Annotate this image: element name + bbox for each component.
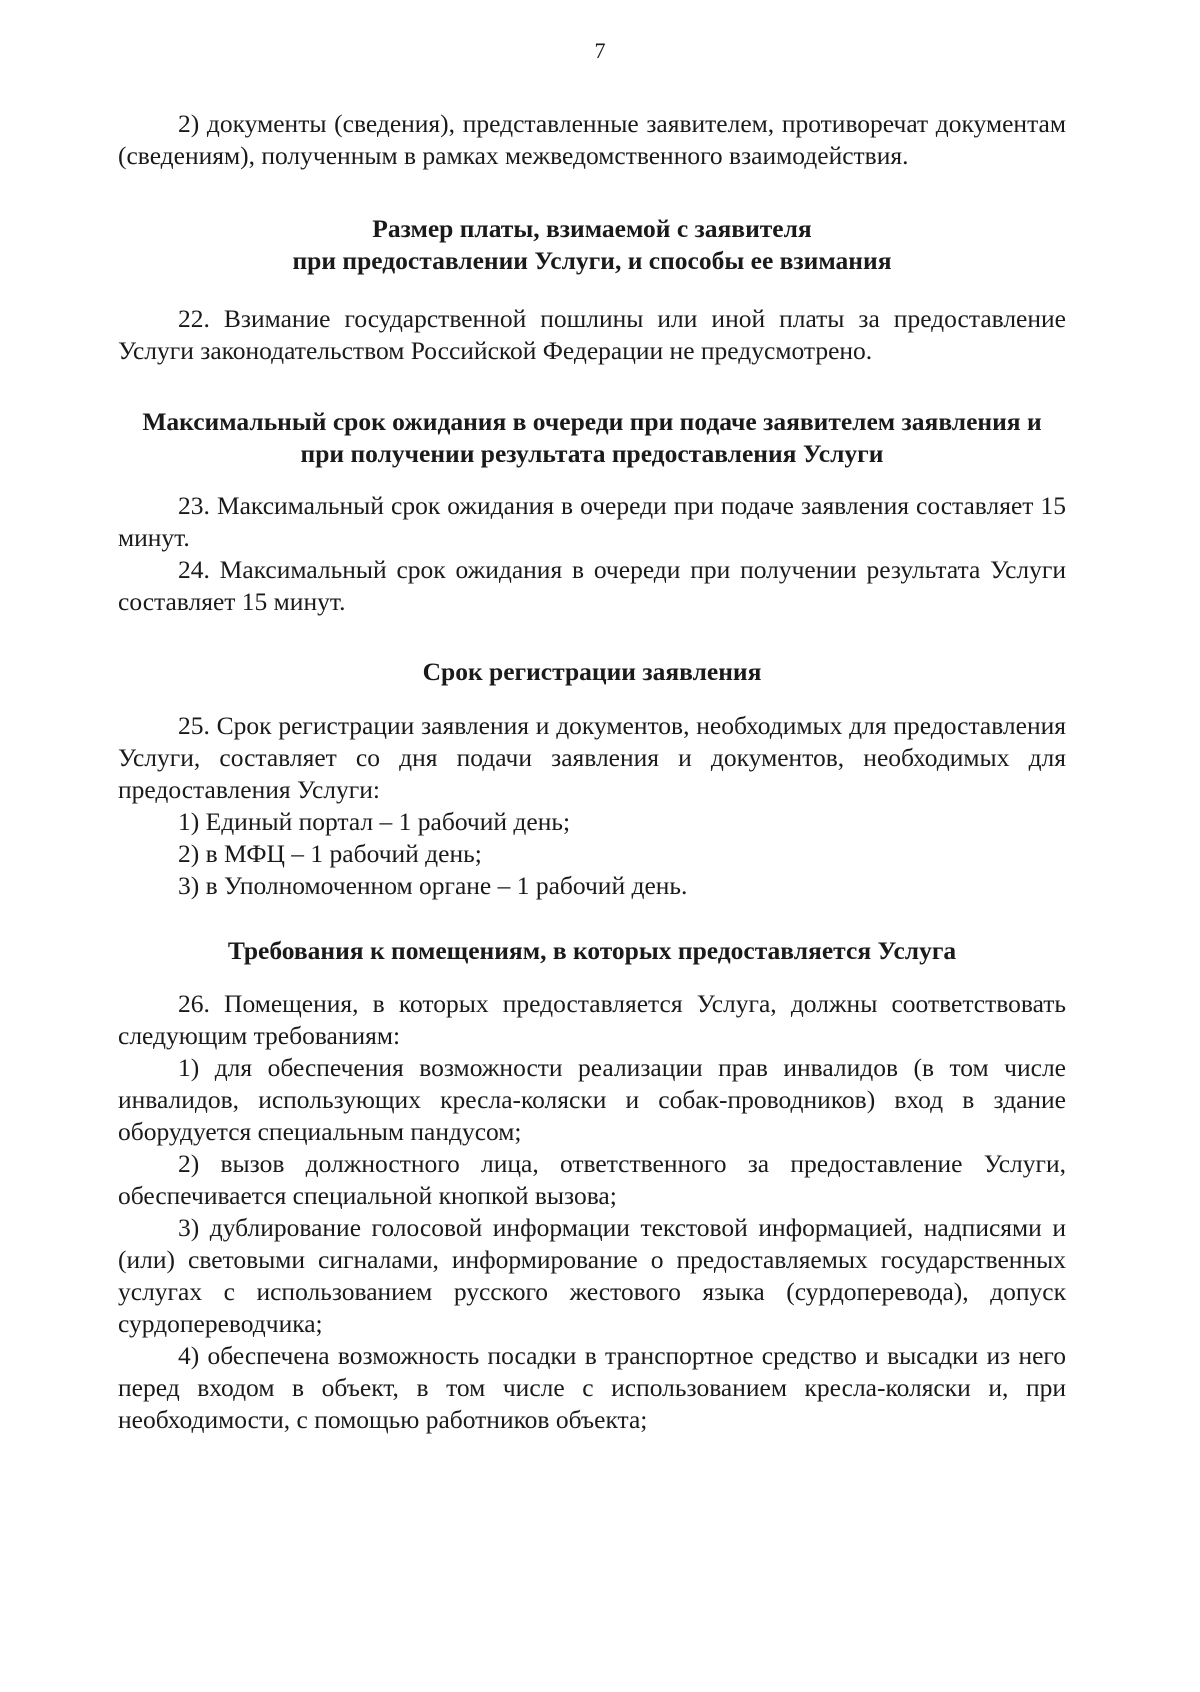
queue-section: [118, 406, 1066, 470]
registration-item-2: 2) в МФЦ – 1 рабочий день;: [178, 839, 482, 868]
registration-paragraphs: [118, 710, 1066, 902]
paragraph-22: 22. Взимание государственной пошлины или иной платы за предоставление Услуги законодательством Российской Федерации не предусмотрено.: [118, 304, 1066, 365]
premises-item-4: 4) обеспечена возможность посадки в транспортное средство и высадки из него перед входом в объект, в том числе с использованием кресла-коляски и, при необходимости, с помощью работников объекта;: [118, 1341, 1066, 1434]
fee-section: [118, 213, 1066, 277]
paragraph-25: 25. Срок регистрации заявления и документов, необходимых для предоставления Услуги, составляет со дня подачи заявления и документов, необходимых для предоставления Услуги:: [118, 711, 1066, 804]
premises-item-1: 1) для обеспечения возможности реализации прав инвалидов (в том числе инвалидов, использующих кресла-коляски и собак-проводников) вход в здание оборудуется специальным пандусом;: [118, 1053, 1066, 1146]
registration-item-3: 3) в Уполномоченном органе – 1 рабочий день.: [178, 871, 688, 900]
page-number: 7: [594, 38, 606, 63]
fee-heading-line2: при предоставлении Услуги, и способы ее взимания: [292, 246, 892, 275]
premises-paragraphs: [118, 988, 1066, 1436]
premises-heading: Требования к помещениям, в которых предоставляется Услуга: [227, 936, 957, 965]
registration-item-1: 1) Единый портал – 1 рабочий день;: [178, 807, 571, 836]
queue-heading-line2: при получении результата предоставления Услуги: [300, 439, 884, 468]
fee-heading-line1: Размер платы, взимаемой с заявителя: [372, 214, 812, 243]
premises-item-2: 2) вызов должностного лица, ответственного за предоставление Услуги, обеспечивается специальной кнопкой вызова;: [118, 1149, 1066, 1210]
intro-paragraph: 2) документы (сведения), представленные заявителем, противоречат документам (сведениям), полученным в рамках межведомственного взаимодействия.: [118, 109, 1066, 170]
queue-paragraphs: [118, 490, 1066, 618]
premises-section: [118, 935, 1066, 967]
queue-heading-line1: Максимальный срок ожидания в очереди при подаче заявителем заявления и: [142, 407, 1042, 436]
registration-heading: Срок регистрации заявления: [422, 657, 762, 686]
paragraph-23: 23. Максимальный срок ожидания в очереди при подаче заявления составляет 15 минут.: [118, 491, 1066, 552]
premises-item-3: 3) дублирование голосовой информации текстовой информацией, надписями и (или) световыми сигналами, информирование о предоставляемых государственных услугах с использованием русского жестового языка (сурдоперевода), допуск сурдопереводчика;: [118, 1213, 1066, 1338]
fee-paragraph-block: [118, 303, 1066, 367]
intro-section: [118, 108, 1066, 172]
paragraph-26: 26. Помещения, в которых предоставляется Услуга, должны соответствовать следующим требованиям:: [118, 989, 1066, 1050]
registration-section: [118, 656, 1066, 688]
paragraph-24: 24. Максимальный срок ожидания в очереди при получении результата Услуги составляет 15 минут.: [118, 555, 1066, 616]
